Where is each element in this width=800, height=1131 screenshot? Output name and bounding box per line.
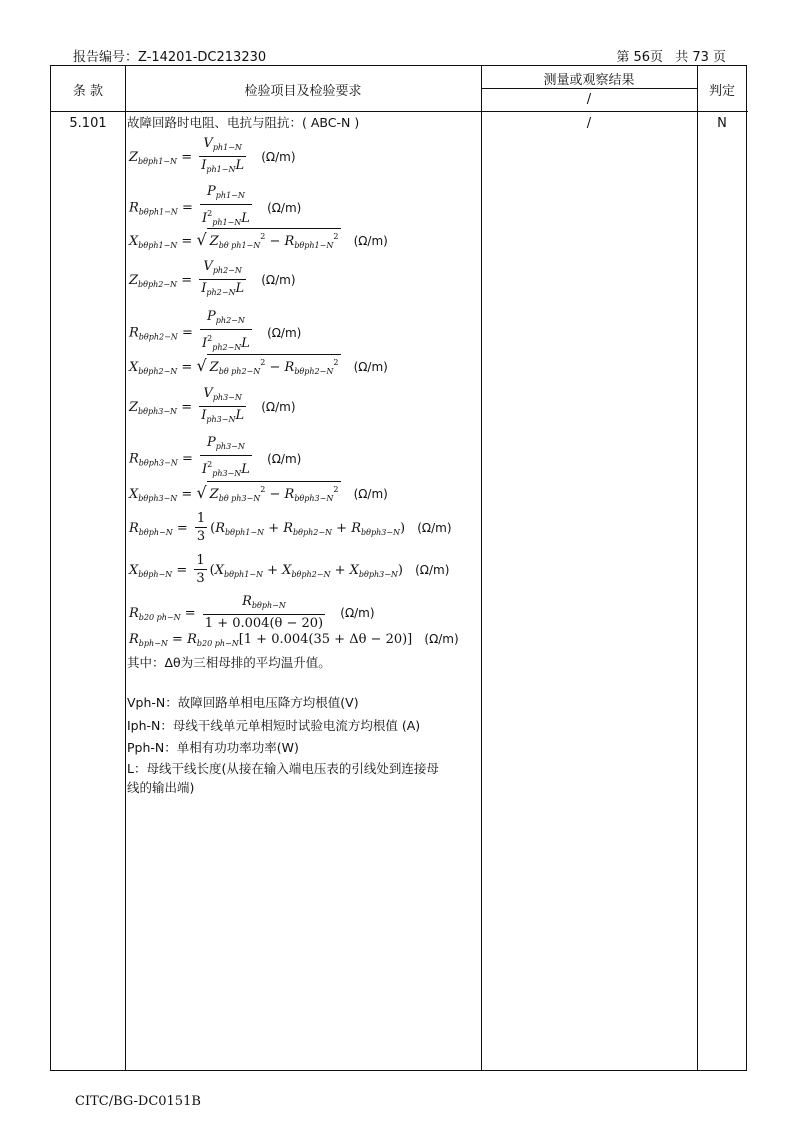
formula-x1: $X_{b\theta ph1-N}$ = √ $Z_{b\theta ph1-N}^2 - R_{b\theta ph1-N}^2$ (Ω/m) (129, 228, 388, 254)
formula-r-average: $R_{b\theta ph-N}$ = $\frac{1}{3}$ $(R_{b\theta ph1-N} + R_{b\theta ph2-N} + R_{b\theta ph3-N})$ (Ω/m) (129, 511, 452, 544)
clause-number: 5.101 (69, 116, 107, 131)
divider (125, 66, 126, 1070)
formula-x2: $X_{b\theta ph2-N}$ = √ $Z_{b\theta ph2-N}^2 - R_{b\theta ph2-N}^2$ (Ω/m) (129, 354, 388, 380)
inspection-table (50, 65, 747, 1071)
page-number: 第 56页 (616, 50, 664, 65)
column-header-verdict: 判定 (708, 84, 735, 99)
formula-r2: $R_{b\theta ph2-N}$ = $\frac{P_{ph2-N}}{I^2_{ph2-N}L}$ (Ω/m) (129, 309, 302, 352)
page-indicator (608, 46, 726, 65)
document-code: CITC/BG-DC0151B (75, 1094, 201, 1109)
column-header-clause: 条 款 (72, 84, 104, 99)
formula-z2: $Z_{b\theta ph2-N}$ = $\frac{V_{ph2-N}}{I_{ph2-N}L}$ (Ω/m) (129, 259, 296, 297)
formula-z3: $Z_{b\theta ph3-N}$ = $\frac{V_{ph3-N}}{I_{ph3-N}L}$ (Ω/m) (129, 386, 296, 424)
verdict-value: N (717, 116, 727, 131)
divider (481, 88, 697, 89)
item-title: 故障回路时电阻、电抗与阻抗：( ABC-N ) (127, 115, 360, 130)
column-header-item: 检验项目及检验要求 (244, 84, 362, 99)
note-iph: Iph-N：母线干线单元单相短时试验电流方均根值 (A) (127, 718, 421, 733)
formula-x3: $X_{b\theta ph3-N}$ = √ $Z_{b\theta ph3-N}^2 - R_{b\theta ph3-N}^2$ (Ω/m) (129, 481, 388, 507)
page-total: 共 73 页 (675, 50, 726, 65)
divider (51, 111, 748, 112)
note-length-line1: L：母线干线长度(从接在输入端电压表的引线处到连接母 (127, 761, 439, 776)
formula-r1: $R_{b\theta ph1-N}$ = $\frac{P_{ph1-N}}{I^2_{ph1-N}L}$ (Ω/m) (129, 184, 302, 227)
formula-z1: $Z_{b\theta ph1-N}$ = $\frac{V_{ph1-N}}{I_{ph1-N}L}$ (Ω/m) (129, 136, 296, 174)
formula-x-average: $X_{b\theta ph-N}$ = $\frac{1}{3}$ $(X_{b\theta ph1-N} + X_{b\theta ph2-N} + X_{b\theta ph3-N})$ (Ω/m) (129, 553, 450, 586)
result-value: / (586, 116, 592, 131)
note-length-line2: 线的输出端) (127, 780, 195, 795)
divider (481, 66, 482, 1070)
column-header-result-sub: / (586, 92, 592, 107)
note-pph: Pph-N：单相有功功率功率(W) (127, 740, 299, 755)
note-delta-theta: 其中：Δθ为三相母排的平均温升值。 (127, 655, 331, 670)
divider (697, 66, 698, 1070)
formula-r-bph: $R_{bph-N} = R_{b20 ph-N}[1 + 0.004(35 + \Delta\theta - 20)]$ (Ω/m) (129, 632, 459, 648)
note-vph: Vph-N：故障回路单相电压降方均根值(V) (127, 695, 359, 710)
column-header-result: 测量或观察结果 (543, 73, 635, 88)
formula-r20: $R_{b20 ph-N}$ = $\frac{R_{b\theta ph-N}}{1 + 0.004(\theta - 20)}$ (Ω/m) (129, 594, 375, 631)
formula-r3: $R_{b\theta ph3-N}$ = $\frac{P_{ph3-N}}{I^2_{ph3-N}L}$ (Ω/m) (129, 435, 302, 478)
report-number: 报告编号：Z-14201-DC213230 (73, 50, 267, 65)
